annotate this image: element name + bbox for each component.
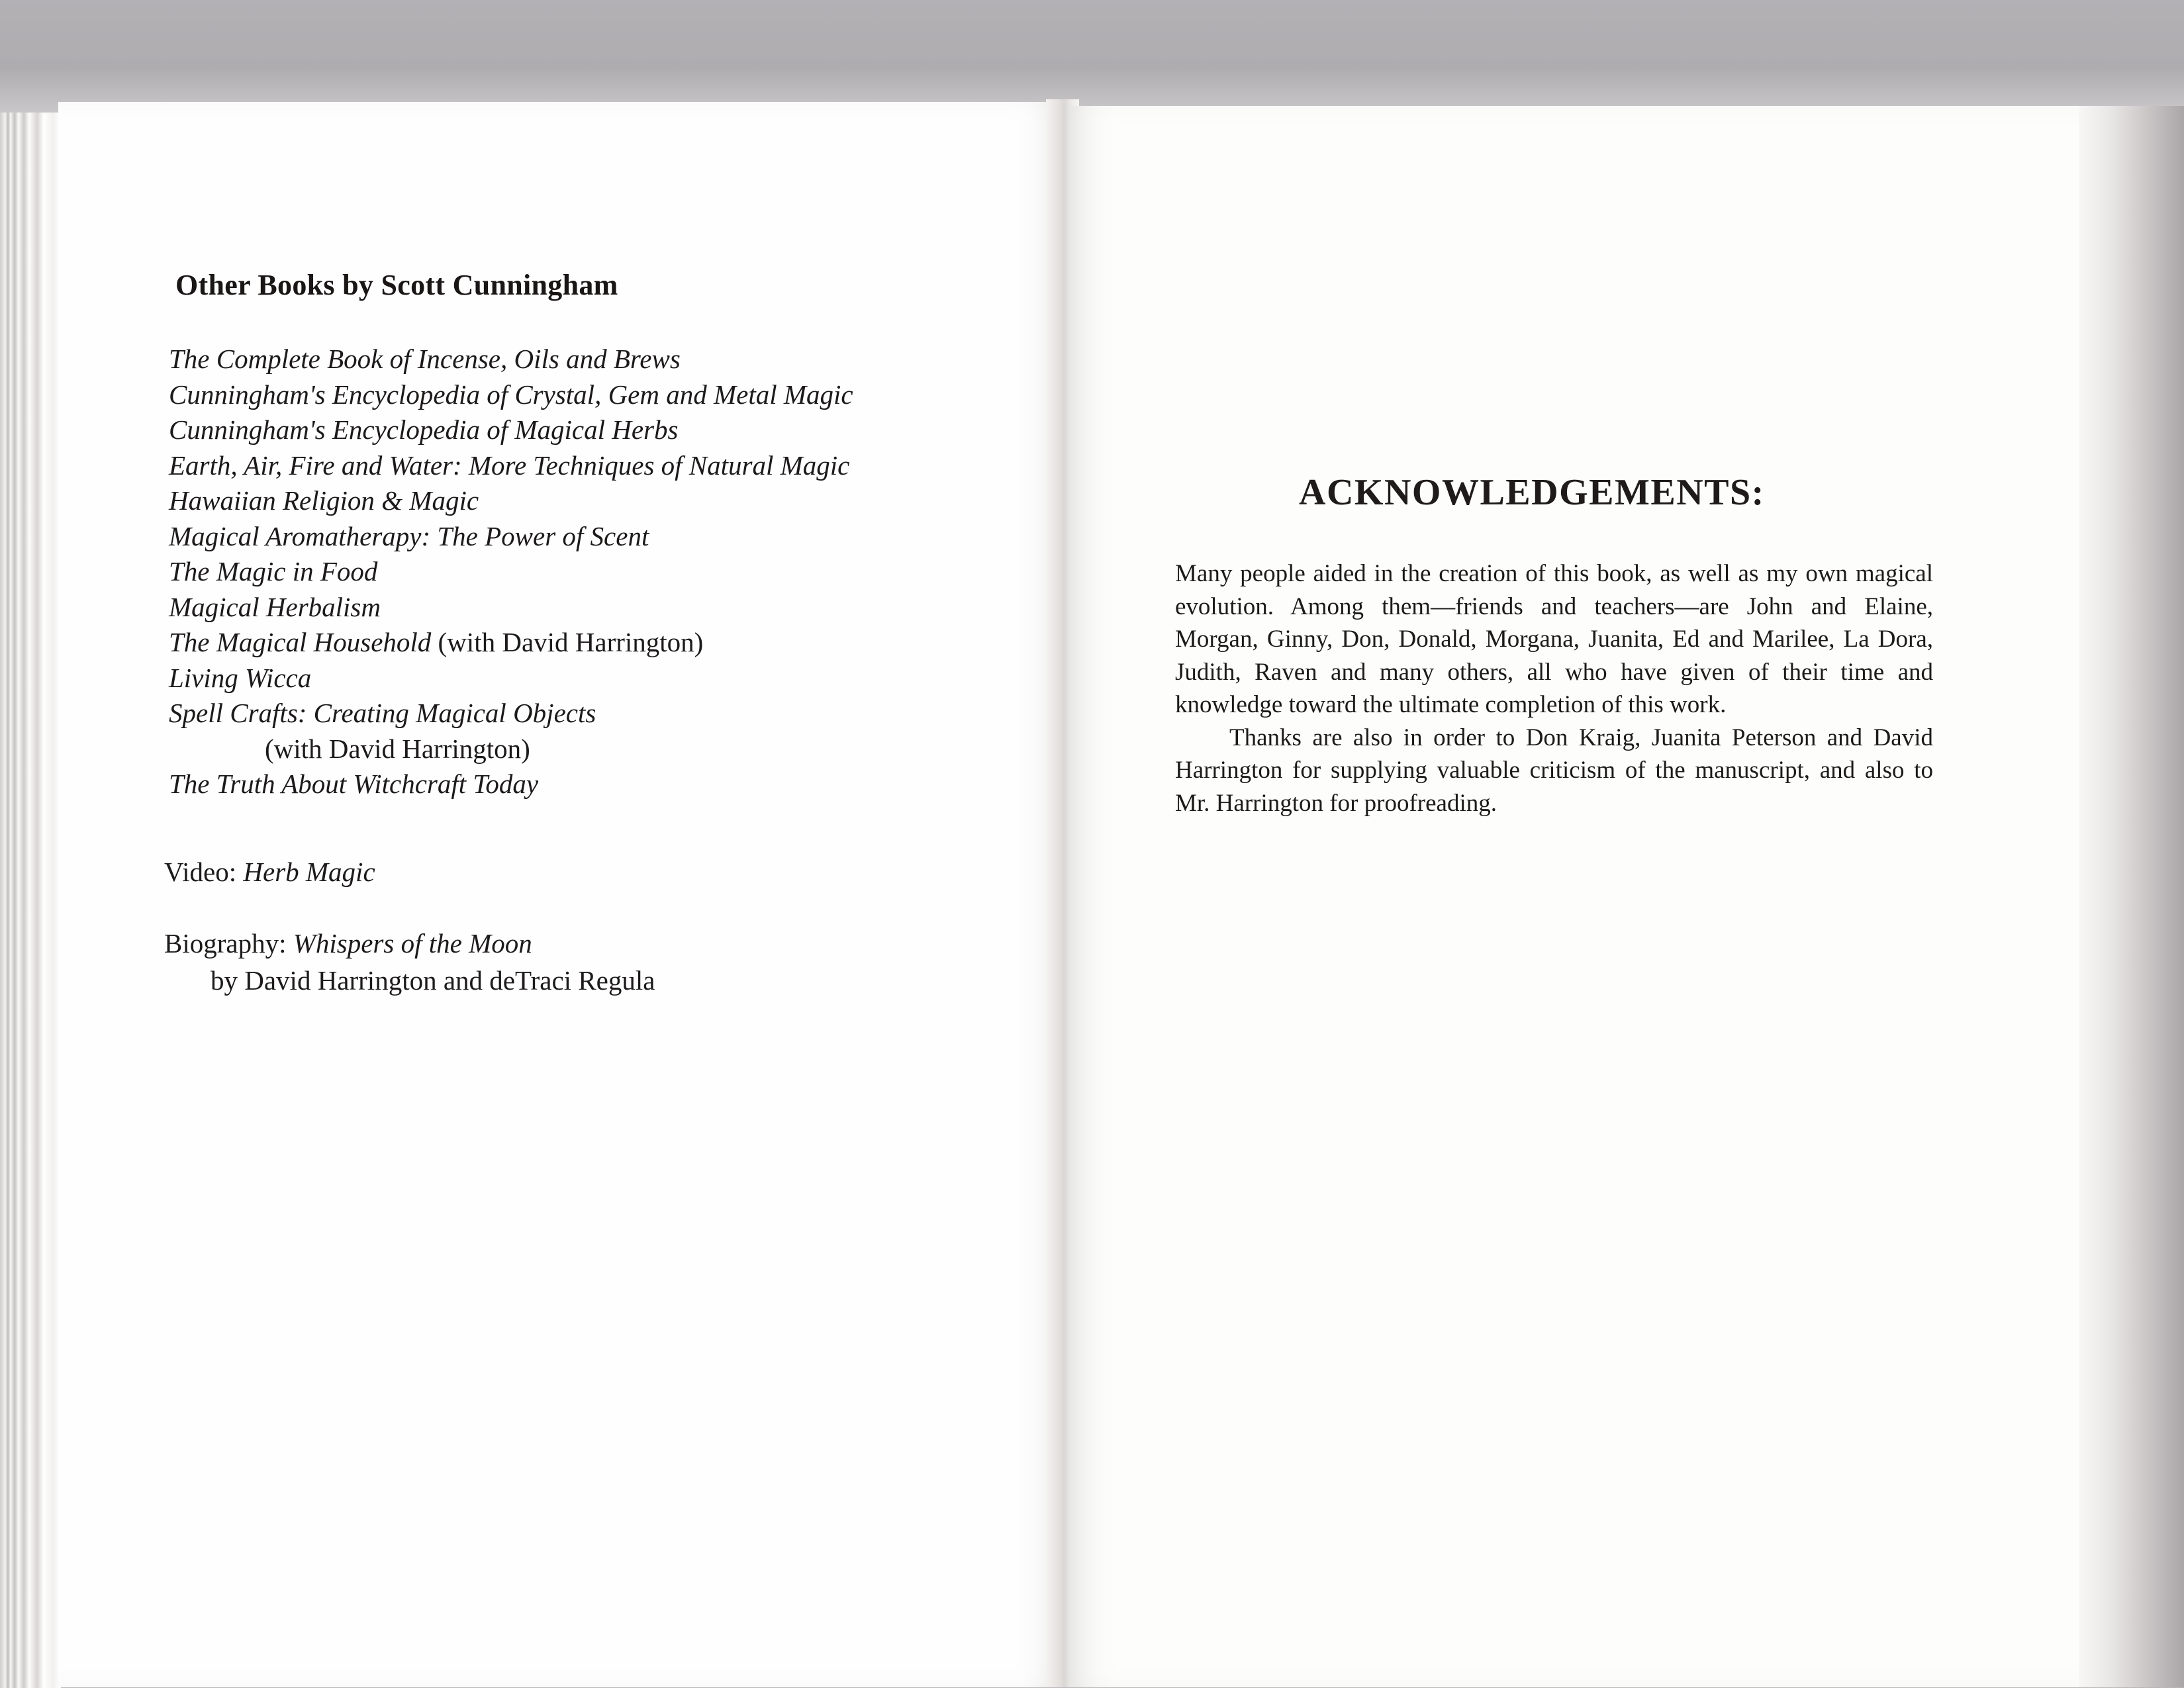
book-note: (with David Harrington) [265,733,530,764]
scanner-background [0,0,2184,113]
book-item [169,661,853,696]
book-title: The Truth About Witchcraft Today [169,769,539,799]
book-title: Cunningham's Encyclopedia of Magical Herbs [169,414,679,445]
book-item-continuation [169,731,853,767]
book-item [169,448,853,484]
acknowledgements-body [1175,557,1933,820]
biography-byline: by David Harrington and deTraci Regula [211,965,655,996]
book-item [169,767,853,802]
acknowledgements-heading: ACKNOWLEDGEMENTS: [1299,472,1765,513]
biography-entry [164,925,532,961]
book-title: Living Wicca [169,662,312,693]
book-item [169,519,853,555]
book-item [169,377,853,413]
book-title: Magical Herbalism [169,591,381,622]
biography-label: Biography: [164,928,293,959]
book-title: The Magic in Food [169,556,378,586]
book-spread [0,99,2184,1687]
video-label: Video: [164,857,244,887]
right-page [1069,106,2092,1687]
acknowledgements-paragraph: Many people aided in the creation of this book, as well as my own magical evolution. Among them—friends and teachers—are John and Elaine, Morgan, Ginny, Don, Donald, Morgana, Juanita, Ed and Marilee, La Dora, Judith, Raven and many others, all who have given of their time and knowledge toward the ultimate completion of this work. [1175,560,1933,718]
book-item [169,483,853,519]
book-title: The Magical Household [169,627,432,657]
book-title: Hawaiian Religion & Magic [169,485,479,516]
book-item [169,625,853,661]
video-title: Herb Magic [243,857,375,887]
book-item [169,412,853,448]
page-edges [0,113,61,1688]
book-list [169,342,853,802]
video-entry [164,854,375,890]
right-page-edge-shadow [2079,106,2184,1687]
book-item [169,696,853,731]
book-item [169,554,853,590]
left-page [58,102,1062,1687]
book-title: The Complete Book of Incense, Oils and Brews [169,344,681,374]
book-title: Magical Aromatherapy: The Power of Scent [169,520,649,551]
book-title: Cunningham's Encyclopedia of Crystal, Gem and Metal Magic [169,379,853,410]
book-title: Earth, Air, Fire and Water: More Techniques of Natural Magic [169,449,850,481]
book-item [169,590,853,626]
book-item [169,342,853,377]
book-note: (with David Harrington) [431,627,704,657]
biography-title: Whispers of the Moon [293,928,532,959]
acknowledgements-paragraph: Thanks are also in order to Don Kraig, Juanita Peterson and David Harrington for supplying valuable criticism of the manuscript, and also to Mr. Harrington for proofreading. [1175,724,1933,817]
other-books-heading: Other Books by Scott Cunningham [175,269,618,301]
book-title: Spell Crafts: Creating Magical Objects [169,698,596,728]
